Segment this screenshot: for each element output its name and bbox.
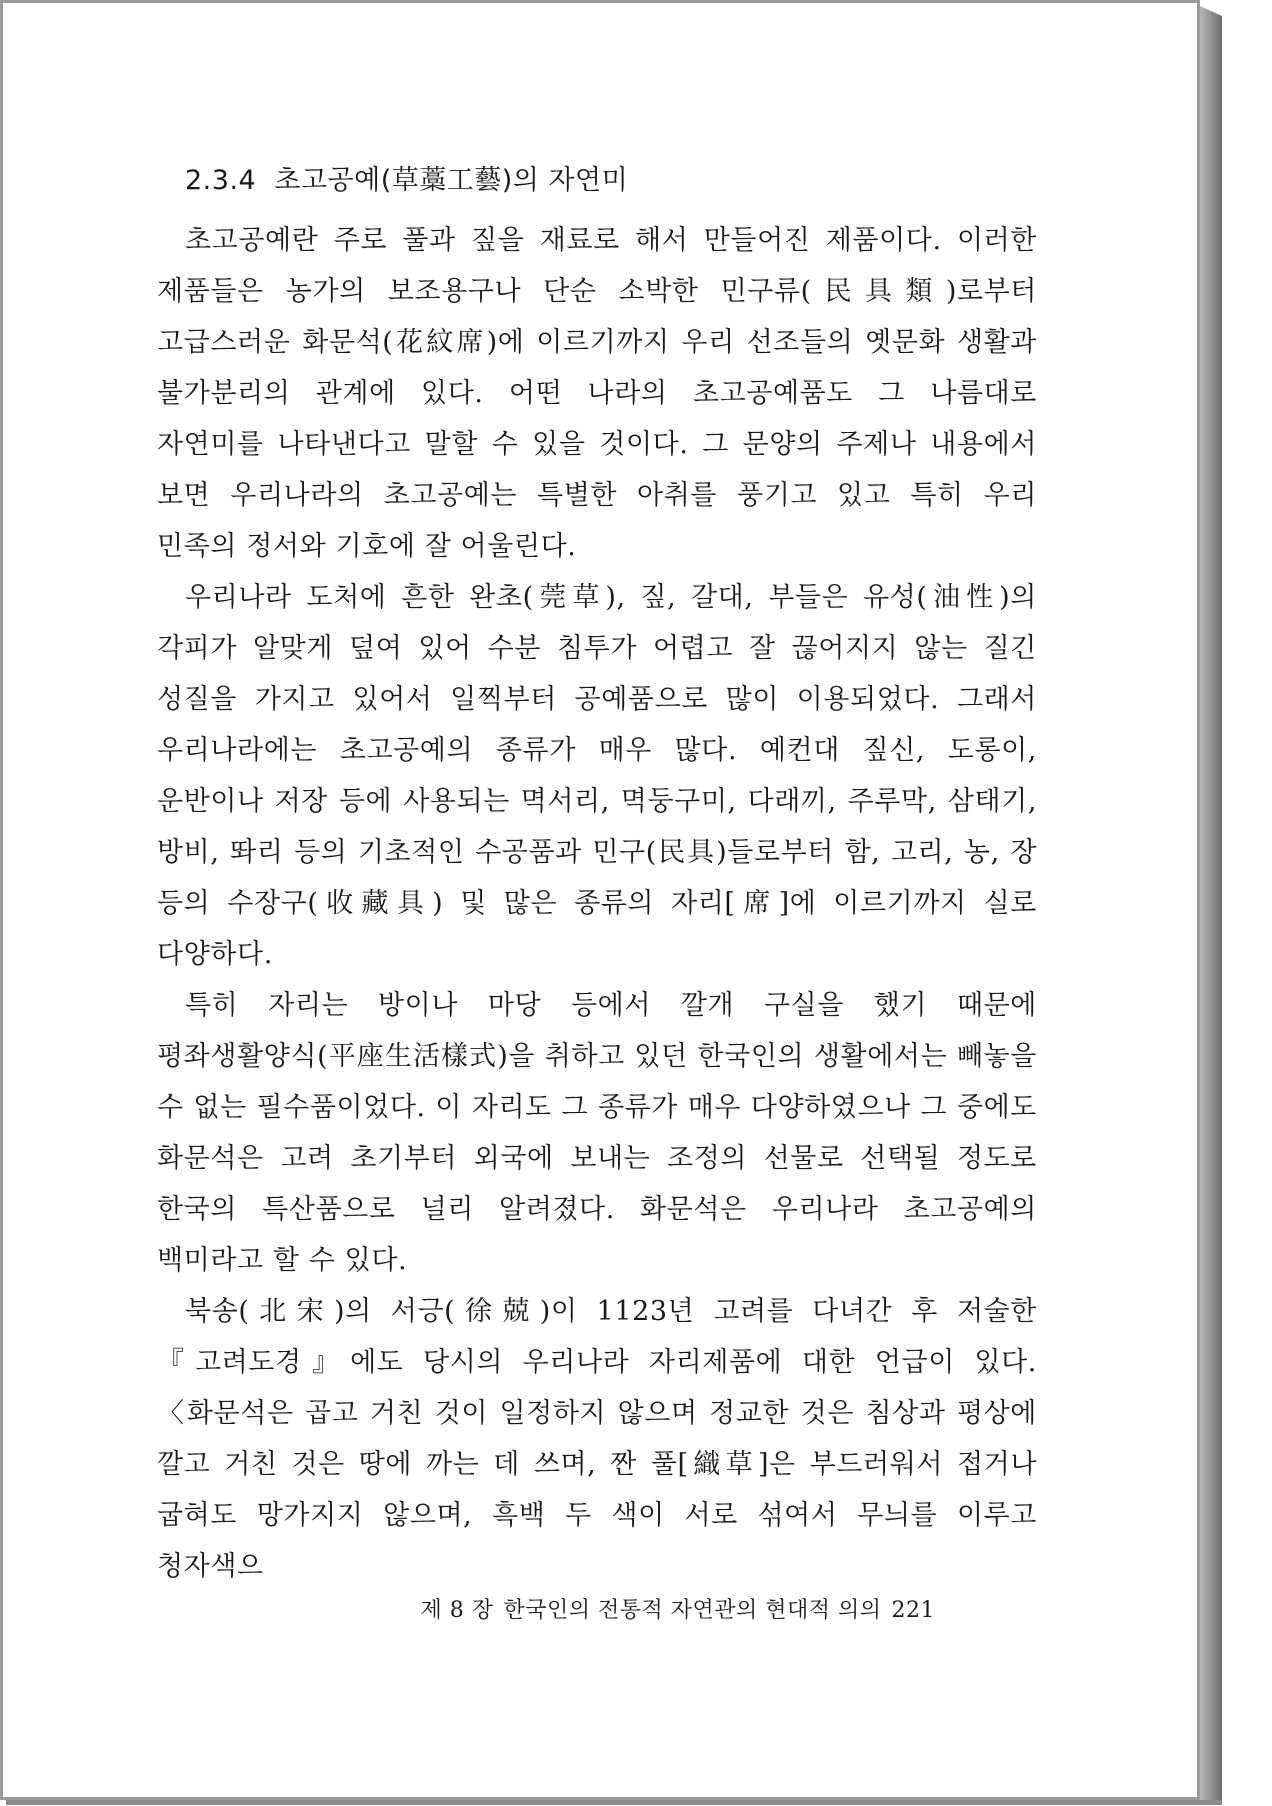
paragraph-3: 특히 자리는 방이나 마당 등에서 깔개 구실을 했기 때문에 평좌생활양식(平座生活樣式)을 취하고 있던 한국인의 생활에서는 빼놓을 수 없는 필수품이었다. 이 자리도 그 종류가 매우 다양하였으나 그 중에도 화문석은 고려 초기부터 외국에 보내는 조정의 선물로 선택될 정도로 한국의 특산품으로 널리 알려졌다. 화문석은 우리나라 초고공예의 백미라고 할 수 있다. bbox=[157, 990, 1037, 1276]
paragraph-1: 초고공예란 주로 풀과 짚을 재료로 해서 만들어진 제품이다. 이러한 제품들은 농가의 보조용구나 단순 소박한 민구류(民具類)로부터 고급스러운 화문석(花紋席)에 이르기까지 우리 선조들의 옛문화 생활과 불가분리의 관계에 있다. 어떤 나라의 초고공예품도 그 나름대로 자연미를 나타낸다고 말할 수 있을 것이다. 그 문양의 주제나 내용에서 보면 우리나라의 초고공예는 특별한 아취를 풍기고 있고 특히 우리 민족의 정서와 기호에 잘 어울린다. bbox=[157, 225, 1037, 562]
section-title: 초고공예(草藁工藝)의 자연미 bbox=[274, 165, 629, 196]
page-number: 221 bbox=[891, 1598, 935, 1623]
footer-title: 한국인의 전통적 자연관의 현대적 의의 bbox=[503, 1598, 882, 1623]
paragraph-4: 북송(北宋)의 서긍(徐兢)이 1123년 고려를 다녀간 후 저술한 『고려도경』에도 당시의 우리나라 자리제품에 대한 언급이 있다. 〈화문석은 곱고 거친 것이 일정하지 않으며 정교한 것은 침상과 평상에 깔고 거친 것은 땅에 까는 데 쓰며, 짠 풀[織草]은 부드러워서 접거나 굽혀도 망가지지 않으며, 흑백 두 색이 서로 섞여서 무늬를 이루고 청자색으 bbox=[157, 1296, 1037, 1582]
section-number: 2.3.4 bbox=[185, 165, 257, 196]
page-edge bbox=[1200, 6, 1222, 1800]
page-shadow bbox=[6, 1800, 1222, 1805]
footer-chapter: 제 8 장 bbox=[420, 1598, 494, 1623]
section-heading bbox=[185, 153, 1037, 209]
paragraph-2: 우리나라 도처에 흔한 완초(莞草), 짚, 갈대, 부들은 유성(油性)의 각피가 알맞게 덮여 있어 수분 침투가 어렵고 잘 끊어지지 않는 질긴 성질을 가지고 있어서 일찍부터 공예품으로 많이 이용되었다. 그래서 우리나라에는 초고공예의 종류가 매우 많다. 예컨대 짚신, 도롱이, 운반이나 저장 등에 사용되는 멱서리, 멱둥구미, 다래끼, 주루막, 삼태기, 방비, 똬리 등의 기초적인 수공품과 민구(民具)들로부터 함, 고리, 농, 장 등의 수장구(收藏具) 및 많은 종류의 자리[席]에 이르기까지 실로 다양하다. bbox=[157, 582, 1037, 970]
running-footer bbox=[410, 1593, 935, 1624]
page-content bbox=[157, 153, 1037, 1592]
